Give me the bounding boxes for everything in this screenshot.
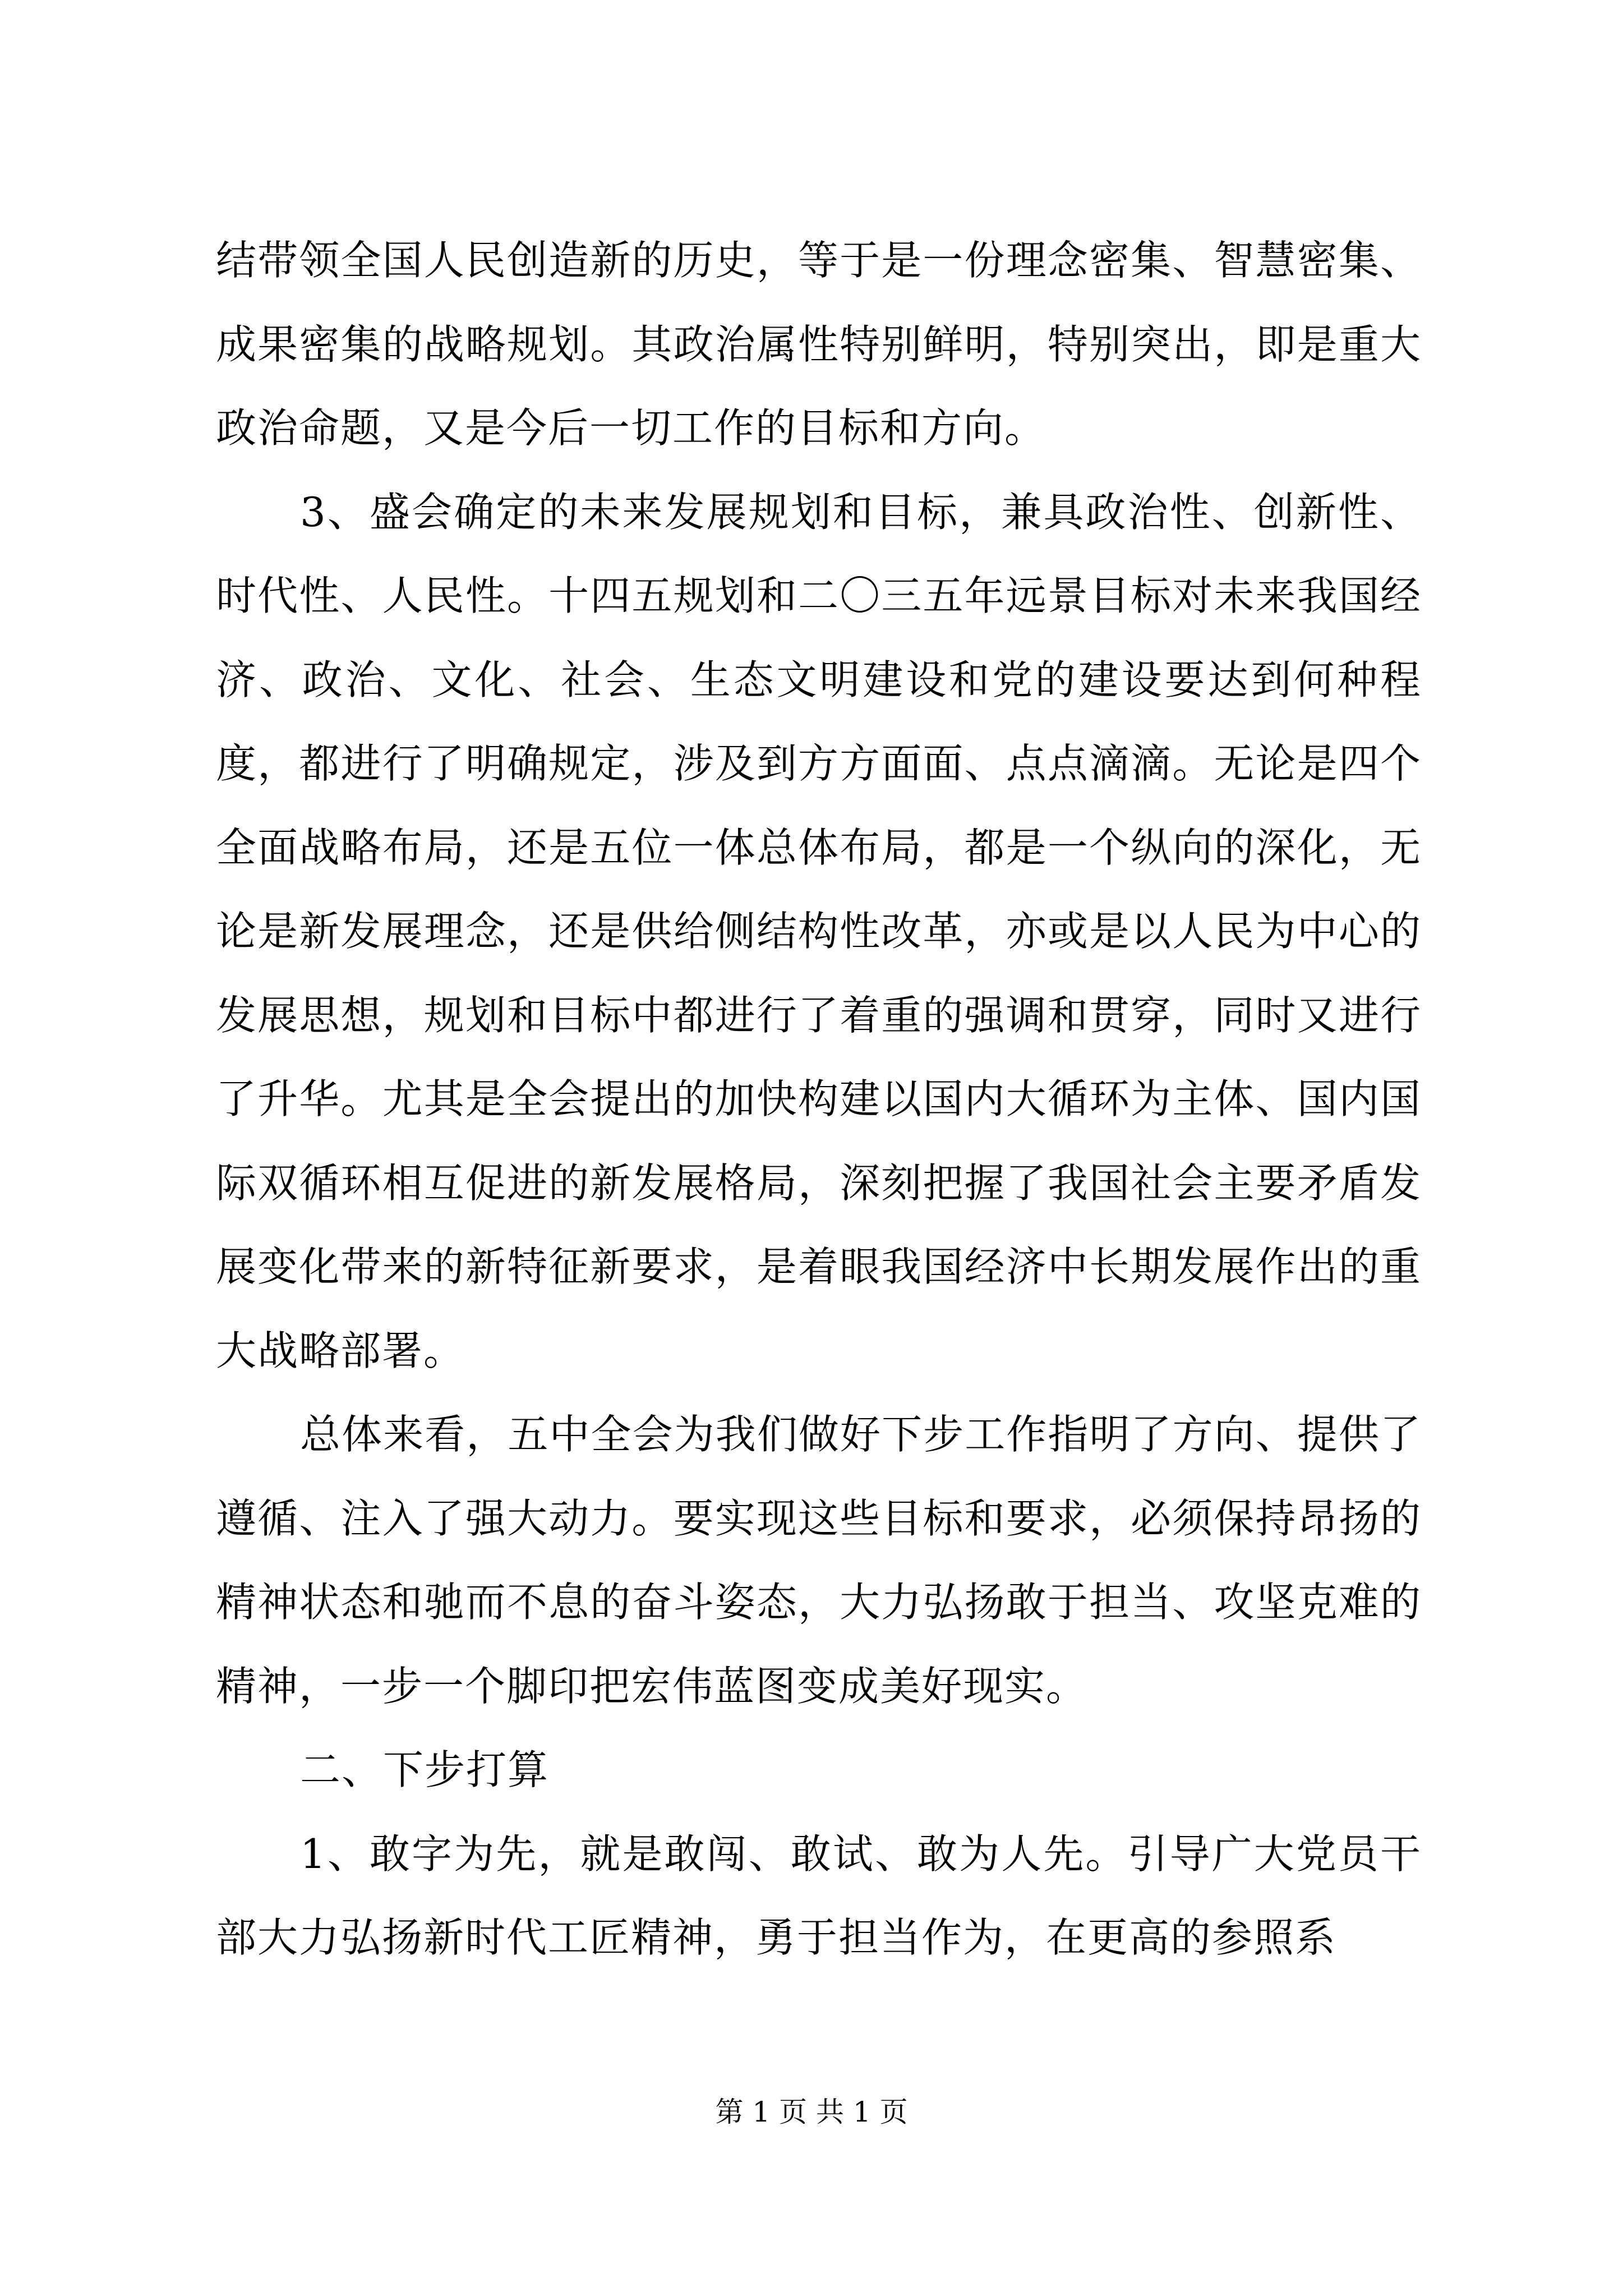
- paragraph-summary: 总体来看，五中全会为我们做好下步工作指明了方向、提供了遵循、注入了强大动力。要实现这些目标和要求，必须保持昂扬的精神状态和驰而不息的奋斗姿态，大力弘扬敢于担当、攻坚克难的精神，一步一个脚印把宏伟蓝图变成美好现实。: [216, 1411, 1422, 1710]
- paragraph-point-3: 3、盛会确定的未来发展规划和目标，兼具政治性、创新性、时代性、人民性。十四五规划和二〇三五年远景目标对未来我国经济、政治、文化、社会、生态文明建设和党的建设要达到何种程度，都进行了明确规定，涉及到方方面面、点点滴滴。无论是四个全面战略布局，还是五位一体总体布局，都是一个纵向的深化，无论是新发展理念，还是供给侧结构性改革，亦或是以人民为中心的发展思想，规划和目标中都进行了着重的强调和贯穿，同时又进行了升华。尤其是全会提出的加快构建以国内大循环为主体、国内国际双循环相互促进的新发展格局，深刻把握了我国社会主要矛盾发展变化带来的新特征新要求，是着眼我国经济中长期发展作出的重大战略部署。: [216, 488, 1422, 1374]
- page-number-footer: 第 1 页 共 1 页: [715, 2096, 908, 2128]
- section-heading-next-steps: 二、下步打算: [300, 1746, 550, 1793]
- document-body: [216, 219, 1422, 1980]
- paragraph-point-1: 1、敢字为先，就是敢闯、敢试、敢为人先。引导广大党员干部大力弘扬新时代工匠精神，勇于担当作为，在更高的参照系: [216, 1830, 1422, 1961]
- paragraph-continuation: 结带领全国人民创造新的历史，等于是一份理念密集、智慧密集、成果密集的战略规划。其政治属性特别鲜明，特别突出，即是重大政治命题，又是今后一切工作的目标和方向。: [216, 237, 1422, 452]
